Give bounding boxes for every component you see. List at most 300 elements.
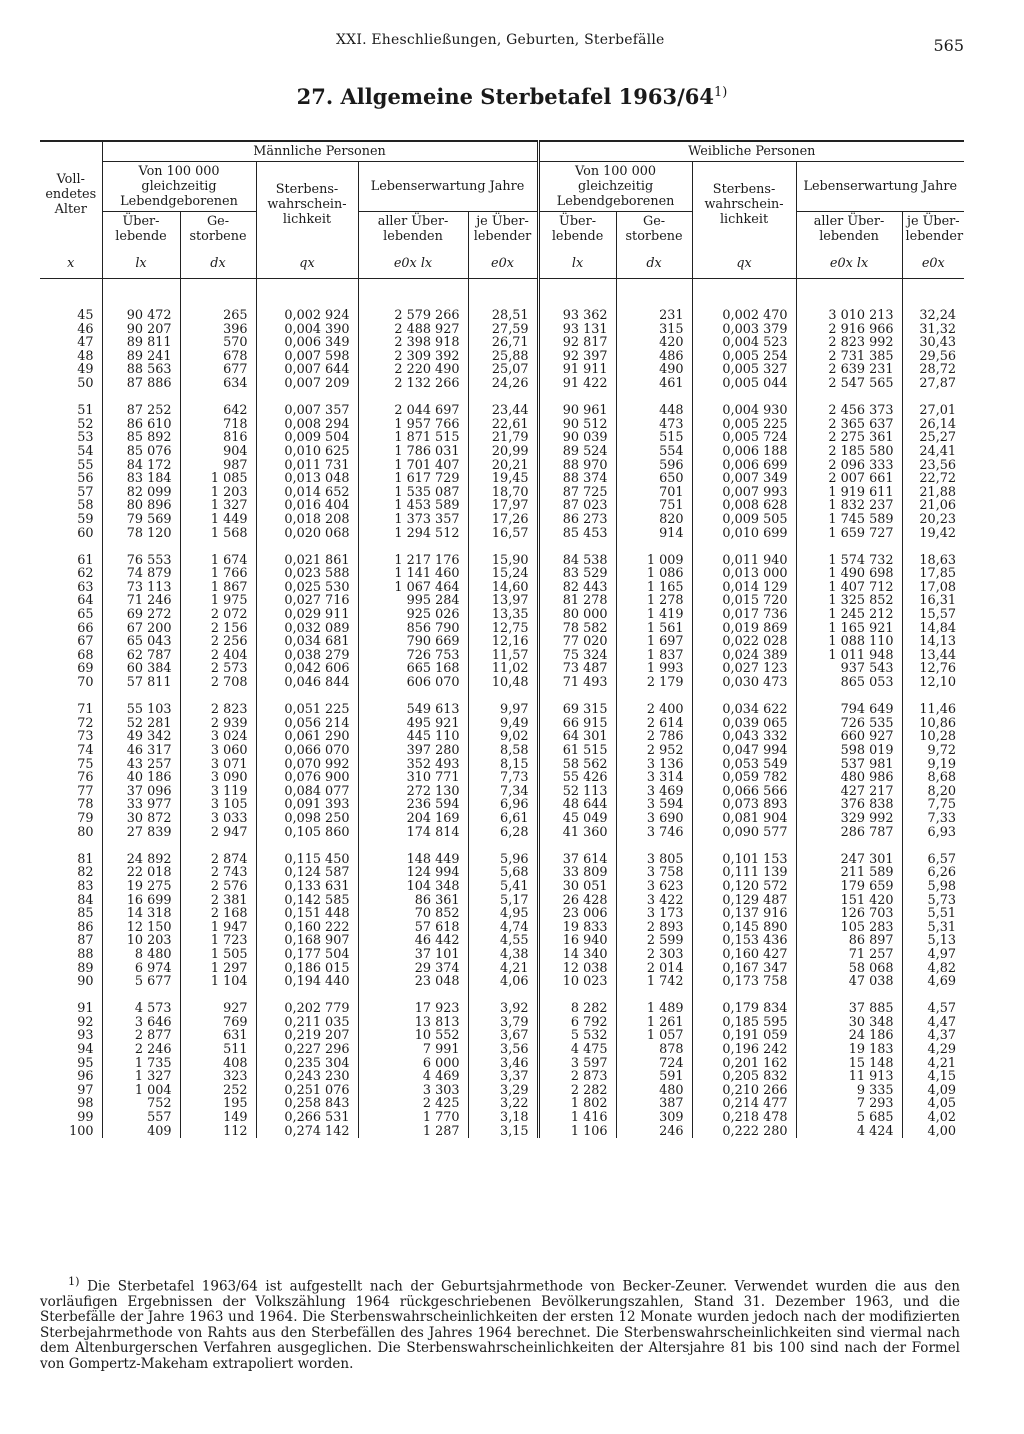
cell-female-qx: 0,006 699	[692, 459, 796, 473]
cell-female-qx: 0,005 254	[692, 350, 796, 364]
cell-male-ex: 5,41	[468, 880, 538, 894]
cell-male-qx: 0,029 911	[256, 608, 358, 622]
cell-male-lx: 2 246	[102, 1043, 180, 1057]
cell-female-lx: 23 006	[538, 907, 616, 921]
cell-female-lx: 26 428	[538, 894, 616, 908]
cell-female-ex: 22,72	[919, 471, 957, 487]
footnote-text: Die Sterbetafel 1963/64 ist aufgestellt nach der Geburtsjahrmethode von Becker-Zeuner. Verwendet wurden die aus den vorläufigen Ergebnissen der Volkszählung 1964 rückgeschriebenen Bevölkerungszahlen, Stand 31. Dezember 1963, und die Sterbefälle der Jahre 1963 und 1964. Die Sterbenswahrscheinlichkeiten der ersten 12 Monate wurden jedoch nach der modifizierten Sterbejahrmethode von Rahts aus den Sterbefällen des Jahres 1964 berechnet. Die Sterbenswahrscheinlichkeiten sind viermal nach dem Altenburgerschen Verfahren ausgeglichen. Die Sterbenswahrscheinlichkeiten der Altersjahre 81 bis 100 sind nach der Formel von Gompertz-Makeham extrapoliert worden.	[40, 1278, 960, 1372]
cell-male-ex: 13,35	[468, 608, 538, 622]
cell-female-dx: 231	[616, 309, 692, 323]
cell-male-elx: 1 786 031	[358, 445, 468, 459]
cell-male-lx: 89 811	[102, 336, 180, 350]
cell-female-dx: 315	[616, 323, 692, 337]
cell-female-ex: 5,73	[927, 892, 957, 908]
table-row	[40, 513, 964, 527]
cell-female-dx: 2 952	[616, 744, 692, 758]
cell-female-lx: 3 597	[538, 1057, 616, 1071]
cell-female-dx: 2 400	[616, 703, 692, 717]
cell-female-dx: 2 303	[616, 948, 692, 962]
cell-age: 88	[40, 948, 102, 962]
cell-female-lx: 86 273	[538, 513, 616, 527]
cell-male-lx: 22 018	[102, 866, 180, 880]
cell-female-qx: 0,014 129	[692, 581, 796, 595]
spacer-row	[40, 540, 964, 554]
cell-male-lx: 33 977	[102, 798, 180, 812]
cell-female-ex: 7,33	[927, 810, 957, 826]
cell-age: 50	[40, 377, 102, 391]
cell-female-elx: 2 639 231	[796, 363, 902, 377]
cell-male-dx: 2 072	[180, 608, 256, 622]
cell-female-dx: 3 173	[616, 907, 692, 921]
table-row	[40, 363, 964, 377]
cell-male-dx: 1 723	[180, 934, 256, 948]
cell-female-ex: 4,21	[927, 1055, 957, 1071]
cell-age: 56	[40, 472, 102, 486]
cell-male-qx: 0,243 230	[256, 1070, 358, 1084]
table-row	[40, 798, 964, 812]
cell-age: 93	[40, 1029, 102, 1043]
cell-female-qx: 0,009 505	[692, 513, 796, 527]
age-header: Voll-endetes Alter	[40, 141, 102, 246]
table-row	[40, 527, 964, 541]
cell-male-elx: 2 398 918	[358, 336, 468, 350]
cell-female-lx: 61 515	[538, 744, 616, 758]
cell-male-ex: 7,73	[468, 771, 538, 785]
cell-female-dx: 480	[616, 1084, 692, 1098]
cell-female-qx: 0,218 478	[692, 1111, 796, 1125]
cell-male-elx: 23 048	[358, 975, 468, 989]
cell-male-qx: 0,038 279	[256, 649, 358, 663]
cell-male-elx: 790 669	[358, 635, 468, 649]
cell-male-elx: 1 373 357	[358, 513, 468, 527]
cell-female-lx: 90 039	[538, 431, 616, 445]
cell-female-ex: 4,69	[927, 974, 957, 990]
cell-male-qx: 0,186 015	[256, 962, 358, 976]
cell-female-qx: 0,004 523	[692, 336, 796, 350]
cell-female-lx: 48 644	[538, 798, 616, 812]
cell-female-qx: 0,222 280	[692, 1125, 796, 1139]
cell-male-elx: 2 425	[358, 1097, 468, 1111]
cell-male-qx: 0,066 070	[256, 744, 358, 758]
cell-female-elx: 1 088 110	[796, 635, 902, 649]
table-row	[40, 336, 964, 350]
cell-male-lx: 40 186	[102, 771, 180, 785]
cell-male-qx: 0,018 208	[256, 513, 358, 527]
cell-male-qx: 0,124 587	[256, 866, 358, 880]
cell-male-lx: 69 272	[102, 608, 180, 622]
cell-female-qx: 0,003 379	[692, 323, 796, 337]
cell-female-elx: 2 916 966	[796, 323, 902, 337]
cell-female-lx: 14 340	[538, 948, 616, 962]
cell-male-dx: 1 104	[180, 975, 256, 989]
cell-male-qx: 0,034 681	[256, 635, 358, 649]
cell-age: 98	[40, 1097, 102, 1111]
cell-female-dx: 3 623	[616, 880, 692, 894]
cell-female-dx: 1 742	[616, 975, 692, 989]
table-row	[40, 486, 964, 500]
cell-female-ex: 17,85	[919, 566, 957, 582]
cell-female-elx: 2 096 333	[796, 459, 902, 473]
female-all-survivors-header: aller Über-lebenden	[796, 212, 902, 247]
cell-female-qx: 0,205 832	[692, 1070, 796, 1084]
cell-age: 73	[40, 730, 102, 744]
cell-male-ex: 8,58	[468, 744, 538, 758]
cell-age: 85	[40, 907, 102, 921]
cell-male-dx: 1 449	[180, 513, 256, 527]
cell-female-dx: 650	[616, 472, 692, 486]
group-male-header: Männliche Personen	[102, 141, 538, 162]
cell-age: 61	[40, 554, 102, 568]
cell-age: 94	[40, 1043, 102, 1057]
cell-female-lx: 37 614	[538, 853, 616, 867]
cell-female-dx: 596	[616, 459, 692, 473]
cell-male-dx: 1 297	[180, 962, 256, 976]
cell-male-qx: 0,007 644	[256, 363, 358, 377]
cell-female-ex: 30,43	[919, 335, 957, 351]
cell-male-elx: 397 280	[358, 744, 468, 758]
cell-male-ex: 17,26	[468, 513, 538, 527]
cell-female-elx: 286 787	[796, 826, 902, 840]
cell-female-qx: 0,053 549	[692, 758, 796, 772]
cell-female-qx: 0,090 577	[692, 826, 796, 840]
cell-female-lx: 45 049	[538, 812, 616, 826]
cell-male-qx: 0,006 349	[256, 336, 358, 350]
cell-male-lx: 84 172	[102, 459, 180, 473]
cell-female-qx: 0,101 153	[692, 853, 796, 867]
cell-female-qx: 0,196 242	[692, 1043, 796, 1057]
table-row	[40, 431, 964, 445]
cell-male-lx: 46 317	[102, 744, 180, 758]
running-title: XXI. Eheschließungen, Geburten, Sterbefälle	[336, 32, 665, 48]
cell-male-elx: 104 348	[358, 880, 468, 894]
cell-male-lx: 24 892	[102, 853, 180, 867]
cell-age: 66	[40, 622, 102, 636]
cell-male-qx: 0,258 843	[256, 1097, 358, 1111]
cell-female-elx: 480 986	[796, 771, 902, 785]
cell-male-elx: 174 814	[358, 826, 468, 840]
cell-female-lx: 80 000	[538, 608, 616, 622]
cell-female-dx: 3 758	[616, 866, 692, 880]
cell-male-ex: 12,75	[468, 622, 538, 636]
cell-female-qx: 0,004 930	[692, 404, 796, 418]
table-row	[40, 771, 964, 785]
cell-female-lx: 91 911	[538, 363, 616, 377]
cell-age: 62	[40, 567, 102, 581]
cell-male-dx: 3 119	[180, 785, 256, 799]
cell-female-dx: 1 057	[616, 1029, 692, 1043]
cell-female-ex: 4,05	[927, 1096, 957, 1112]
cell-female-ex: 32,24	[919, 308, 957, 323]
cell-male-lx: 3 646	[102, 1016, 180, 1030]
cell-male-dx: 570	[180, 336, 256, 350]
cell-female-elx: 5 685	[796, 1111, 902, 1125]
cell-male-ex: 5,17	[468, 894, 538, 908]
cell-female-ex: 8,68	[927, 770, 957, 786]
cell-female-dx: 448	[616, 404, 692, 418]
cell-female-lx: 52 113	[538, 785, 616, 799]
cell-male-lx: 76 553	[102, 554, 180, 568]
cell-male-dx: 1 975	[180, 594, 256, 608]
table-row	[40, 459, 964, 473]
cell-female-qx: 0,002 470	[692, 309, 796, 323]
table-row	[40, 975, 964, 989]
cell-female-ex: 4,09	[927, 1082, 957, 1098]
cell-female-elx: 794 649	[796, 703, 902, 717]
cell-male-ex: 4,06	[468, 975, 538, 989]
symbol-male-qx: qx	[256, 246, 358, 279]
cell-male-dx: 323	[180, 1070, 256, 1084]
cell-female-lx: 16 940	[538, 934, 616, 948]
cell-female-dx: 1 009	[616, 554, 692, 568]
cell-male-dx: 2 743	[180, 866, 256, 880]
table-row	[40, 622, 964, 636]
cell-female-elx: 7 293	[796, 1097, 902, 1111]
cell-age: 70	[40, 676, 102, 690]
cell-male-dx: 3 060	[180, 744, 256, 758]
cell-female-dx: 420	[616, 336, 692, 350]
cell-male-dx: 718	[180, 418, 256, 432]
cell-female-elx: 105 283	[796, 921, 902, 935]
spacer-row	[40, 989, 964, 1003]
table-row	[40, 567, 964, 581]
cell-male-lx: 43 257	[102, 758, 180, 772]
cell-female-elx: 15 148	[796, 1057, 902, 1071]
spacer-row	[40, 690, 964, 704]
cell-male-ex: 14,60	[468, 581, 538, 595]
cell-female-ex: 31,32	[919, 321, 957, 337]
cell-female-qx: 0,073 893	[692, 798, 796, 812]
cell-female-qx: 0,173 758	[692, 975, 796, 989]
cell-age: 68	[40, 649, 102, 663]
cell-male-lx: 88 563	[102, 363, 180, 377]
cell-male-lx: 19 275	[102, 880, 180, 894]
cell-male-qx: 0,202 779	[256, 1002, 358, 1016]
cell-female-ex: 23,56	[919, 457, 957, 473]
cell-female-lx: 77 020	[538, 635, 616, 649]
cell-male-lx: 83 184	[102, 472, 180, 486]
cell-male-ex: 3,18	[468, 1111, 538, 1125]
cell-female-lx: 82 443	[538, 581, 616, 595]
cell-female-elx: 30 348	[796, 1016, 902, 1030]
table-row	[40, 377, 964, 391]
cell-male-elx: 1 535 087	[358, 486, 468, 500]
cell-female-qx: 0,120 572	[692, 880, 796, 894]
cell-male-elx: 1 701 407	[358, 459, 468, 473]
cell-male-ex: 4,38	[468, 948, 538, 962]
cell-female-qx: 0,081 904	[692, 812, 796, 826]
table-row	[40, 323, 964, 337]
cell-female-qx: 0,059 782	[692, 771, 796, 785]
cell-male-ex: 3,79	[468, 1016, 538, 1030]
cell-female-ex: 15,57	[919, 607, 957, 623]
cell-male-lx: 78 120	[102, 527, 180, 541]
cell-female-ex: 4,00	[927, 1123, 957, 1139]
cell-age: 89	[40, 962, 102, 976]
cell-female-qx: 0,153 436	[692, 934, 796, 948]
cell-female-dx: 3 136	[616, 758, 692, 772]
cell-male-elx: 272 130	[358, 785, 468, 799]
footnote-mark: 1)	[68, 1275, 80, 1288]
male-cohort-header: Von 100 000 gleichzeitig Lebendgeborenen	[102, 162, 256, 212]
cell-male-elx: 57 618	[358, 921, 468, 935]
cell-age: 48	[40, 350, 102, 364]
cell-male-qx: 0,020 068	[256, 527, 358, 541]
cell-male-dx: 642	[180, 404, 256, 418]
cell-female-elx: 2 547 565	[796, 377, 902, 391]
cell-age: 100	[40, 1125, 102, 1139]
cell-male-elx: 13 813	[358, 1016, 468, 1030]
cell-male-elx: 124 994	[358, 866, 468, 880]
cell-female-lx: 2 282	[538, 1084, 616, 1098]
cell-male-dx: 927	[180, 1002, 256, 1016]
table-row	[40, 404, 964, 418]
cell-female-qx: 0,024 389	[692, 649, 796, 663]
symbol-male-dx: dx	[180, 246, 256, 279]
cell-female-elx: 1 574 732	[796, 554, 902, 568]
cell-male-lx: 557	[102, 1111, 180, 1125]
cell-female-dx: 751	[616, 499, 692, 513]
cell-male-dx: 1 085	[180, 472, 256, 486]
cell-male-qx: 0,002 924	[256, 309, 358, 323]
cell-age: 82	[40, 866, 102, 880]
cell-age: 53	[40, 431, 102, 445]
group-female-header: Weibliche Personen	[538, 141, 964, 162]
cell-male-dx: 1 327	[180, 499, 256, 513]
footnote	[40, 1274, 960, 1372]
cell-female-dx: 914	[616, 527, 692, 541]
cell-male-qx: 0,251 076	[256, 1084, 358, 1098]
cell-male-elx: 665 168	[358, 662, 468, 676]
cell-female-elx: 24 186	[796, 1029, 902, 1043]
cell-male-ex: 3,56	[468, 1043, 538, 1057]
cell-female-elx: 376 838	[796, 798, 902, 812]
cell-female-ex: 16,31	[919, 593, 957, 609]
cell-male-ex: 12,16	[468, 635, 538, 649]
cell-female-ex: 27,87	[919, 375, 957, 391]
cell-age: 90	[40, 975, 102, 989]
cell-female-ex: 10,28	[919, 729, 957, 745]
symbol-female-ex: e0x	[902, 246, 964, 279]
cell-female-ex: 29,56	[919, 348, 957, 364]
cell-male-ex: 3,67	[468, 1029, 538, 1043]
cell-female-dx: 1 697	[616, 635, 692, 649]
symbol-female-qx: qx	[692, 246, 796, 279]
cell-male-dx: 769	[180, 1016, 256, 1030]
cell-age: 76	[40, 771, 102, 785]
table-row	[40, 608, 964, 622]
cell-male-dx: 2 404	[180, 649, 256, 663]
cell-female-dx: 1 086	[616, 567, 692, 581]
cell-male-lx: 71 246	[102, 594, 180, 608]
cell-male-dx: 3 071	[180, 758, 256, 772]
cell-male-ex: 6,28	[468, 826, 538, 840]
female-life-exp-header: Lebenserwartung Jahre	[796, 162, 964, 212]
cell-male-qx: 0,007 357	[256, 404, 358, 418]
table-row	[40, 1125, 964, 1139]
cell-female-lx: 89 524	[538, 445, 616, 459]
cell-age: 86	[40, 921, 102, 935]
cell-female-dx: 3 469	[616, 785, 692, 799]
cell-female-ex: 9,19	[927, 756, 957, 772]
cell-male-qx: 0,235 304	[256, 1057, 358, 1071]
cell-male-elx: 86 361	[358, 894, 468, 908]
cell-male-ex: 3,15	[468, 1125, 538, 1139]
cell-male-qx: 0,227 296	[256, 1043, 358, 1057]
cell-male-qx: 0,014 652	[256, 486, 358, 500]
cell-male-dx: 1 674	[180, 554, 256, 568]
cell-female-dx: 490	[616, 363, 692, 377]
cell-male-lx: 52 281	[102, 717, 180, 731]
cell-female-lx: 93 362	[538, 309, 616, 323]
cell-male-elx: 1 770	[358, 1111, 468, 1125]
cell-female-elx: 179 659	[796, 880, 902, 894]
cell-female-dx: 2 614	[616, 717, 692, 731]
life-table	[40, 140, 964, 1138]
cell-female-dx: 1 261	[616, 1016, 692, 1030]
female-cohort-header: Von 100 000 gleichzeitig Lebendgeborenen	[538, 162, 692, 212]
cell-male-lx: 27 839	[102, 826, 180, 840]
cell-male-elx: 3 303	[358, 1084, 468, 1098]
cell-female-elx: 1 407 712	[796, 581, 902, 595]
cell-male-qx: 0,007 598	[256, 350, 358, 364]
cell-male-lx: 409	[102, 1125, 180, 1139]
cell-male-dx: 2 256	[180, 635, 256, 649]
table-row	[40, 921, 964, 935]
cell-female-dx: 3 746	[616, 826, 692, 840]
cell-age: 87	[40, 934, 102, 948]
cell-female-qx: 0,043 332	[692, 730, 796, 744]
cell-female-elx: 329 992	[796, 812, 902, 826]
spacer-row	[40, 391, 964, 405]
cell-female-elx: 1 659 727	[796, 527, 902, 541]
cell-male-ex: 16,57	[468, 527, 538, 541]
cell-male-elx: 148 449	[358, 853, 468, 867]
cell-female-lx: 81 278	[538, 594, 616, 608]
cell-male-elx: 6 000	[358, 1057, 468, 1071]
cell-male-elx: 17 923	[358, 1002, 468, 1016]
cell-female-lx: 71 493	[538, 676, 616, 690]
cell-male-ex: 5,96	[468, 853, 538, 867]
table-row	[40, 717, 964, 731]
cell-female-ex: 25,27	[919, 430, 957, 446]
cell-female-dx: 3 805	[616, 853, 692, 867]
cell-male-dx: 2 576	[180, 880, 256, 894]
table-row	[40, 1097, 964, 1111]
cell-female-elx: 1 325 852	[796, 594, 902, 608]
cell-female-dx: 820	[616, 513, 692, 527]
table-row	[40, 554, 964, 568]
cell-female-lx: 1 802	[538, 1097, 616, 1111]
table-row	[40, 785, 964, 799]
table-row	[40, 309, 964, 323]
cell-age: 69	[40, 662, 102, 676]
cell-female-elx: 1 011 948	[796, 649, 902, 663]
cell-female-qx: 0,066 566	[692, 785, 796, 799]
cell-female-elx: 1 165 921	[796, 622, 902, 636]
cell-female-lx: 8 282	[538, 1002, 616, 1016]
cell-female-lx: 88 970	[538, 459, 616, 473]
cell-male-ex: 19,45	[468, 472, 538, 486]
cell-male-ex: 7,34	[468, 785, 538, 799]
cell-male-lx: 65 043	[102, 635, 180, 649]
cell-female-dx: 309	[616, 1111, 692, 1125]
cell-female-ex: 21,06	[919, 498, 957, 514]
cell-female-lx: 84 538	[538, 554, 616, 568]
cell-male-elx: 1 067 464	[358, 581, 468, 595]
cell-male-qx: 0,009 504	[256, 431, 358, 445]
cell-female-qx: 0,167 347	[692, 962, 796, 976]
cell-male-qx: 0,177 504	[256, 948, 358, 962]
